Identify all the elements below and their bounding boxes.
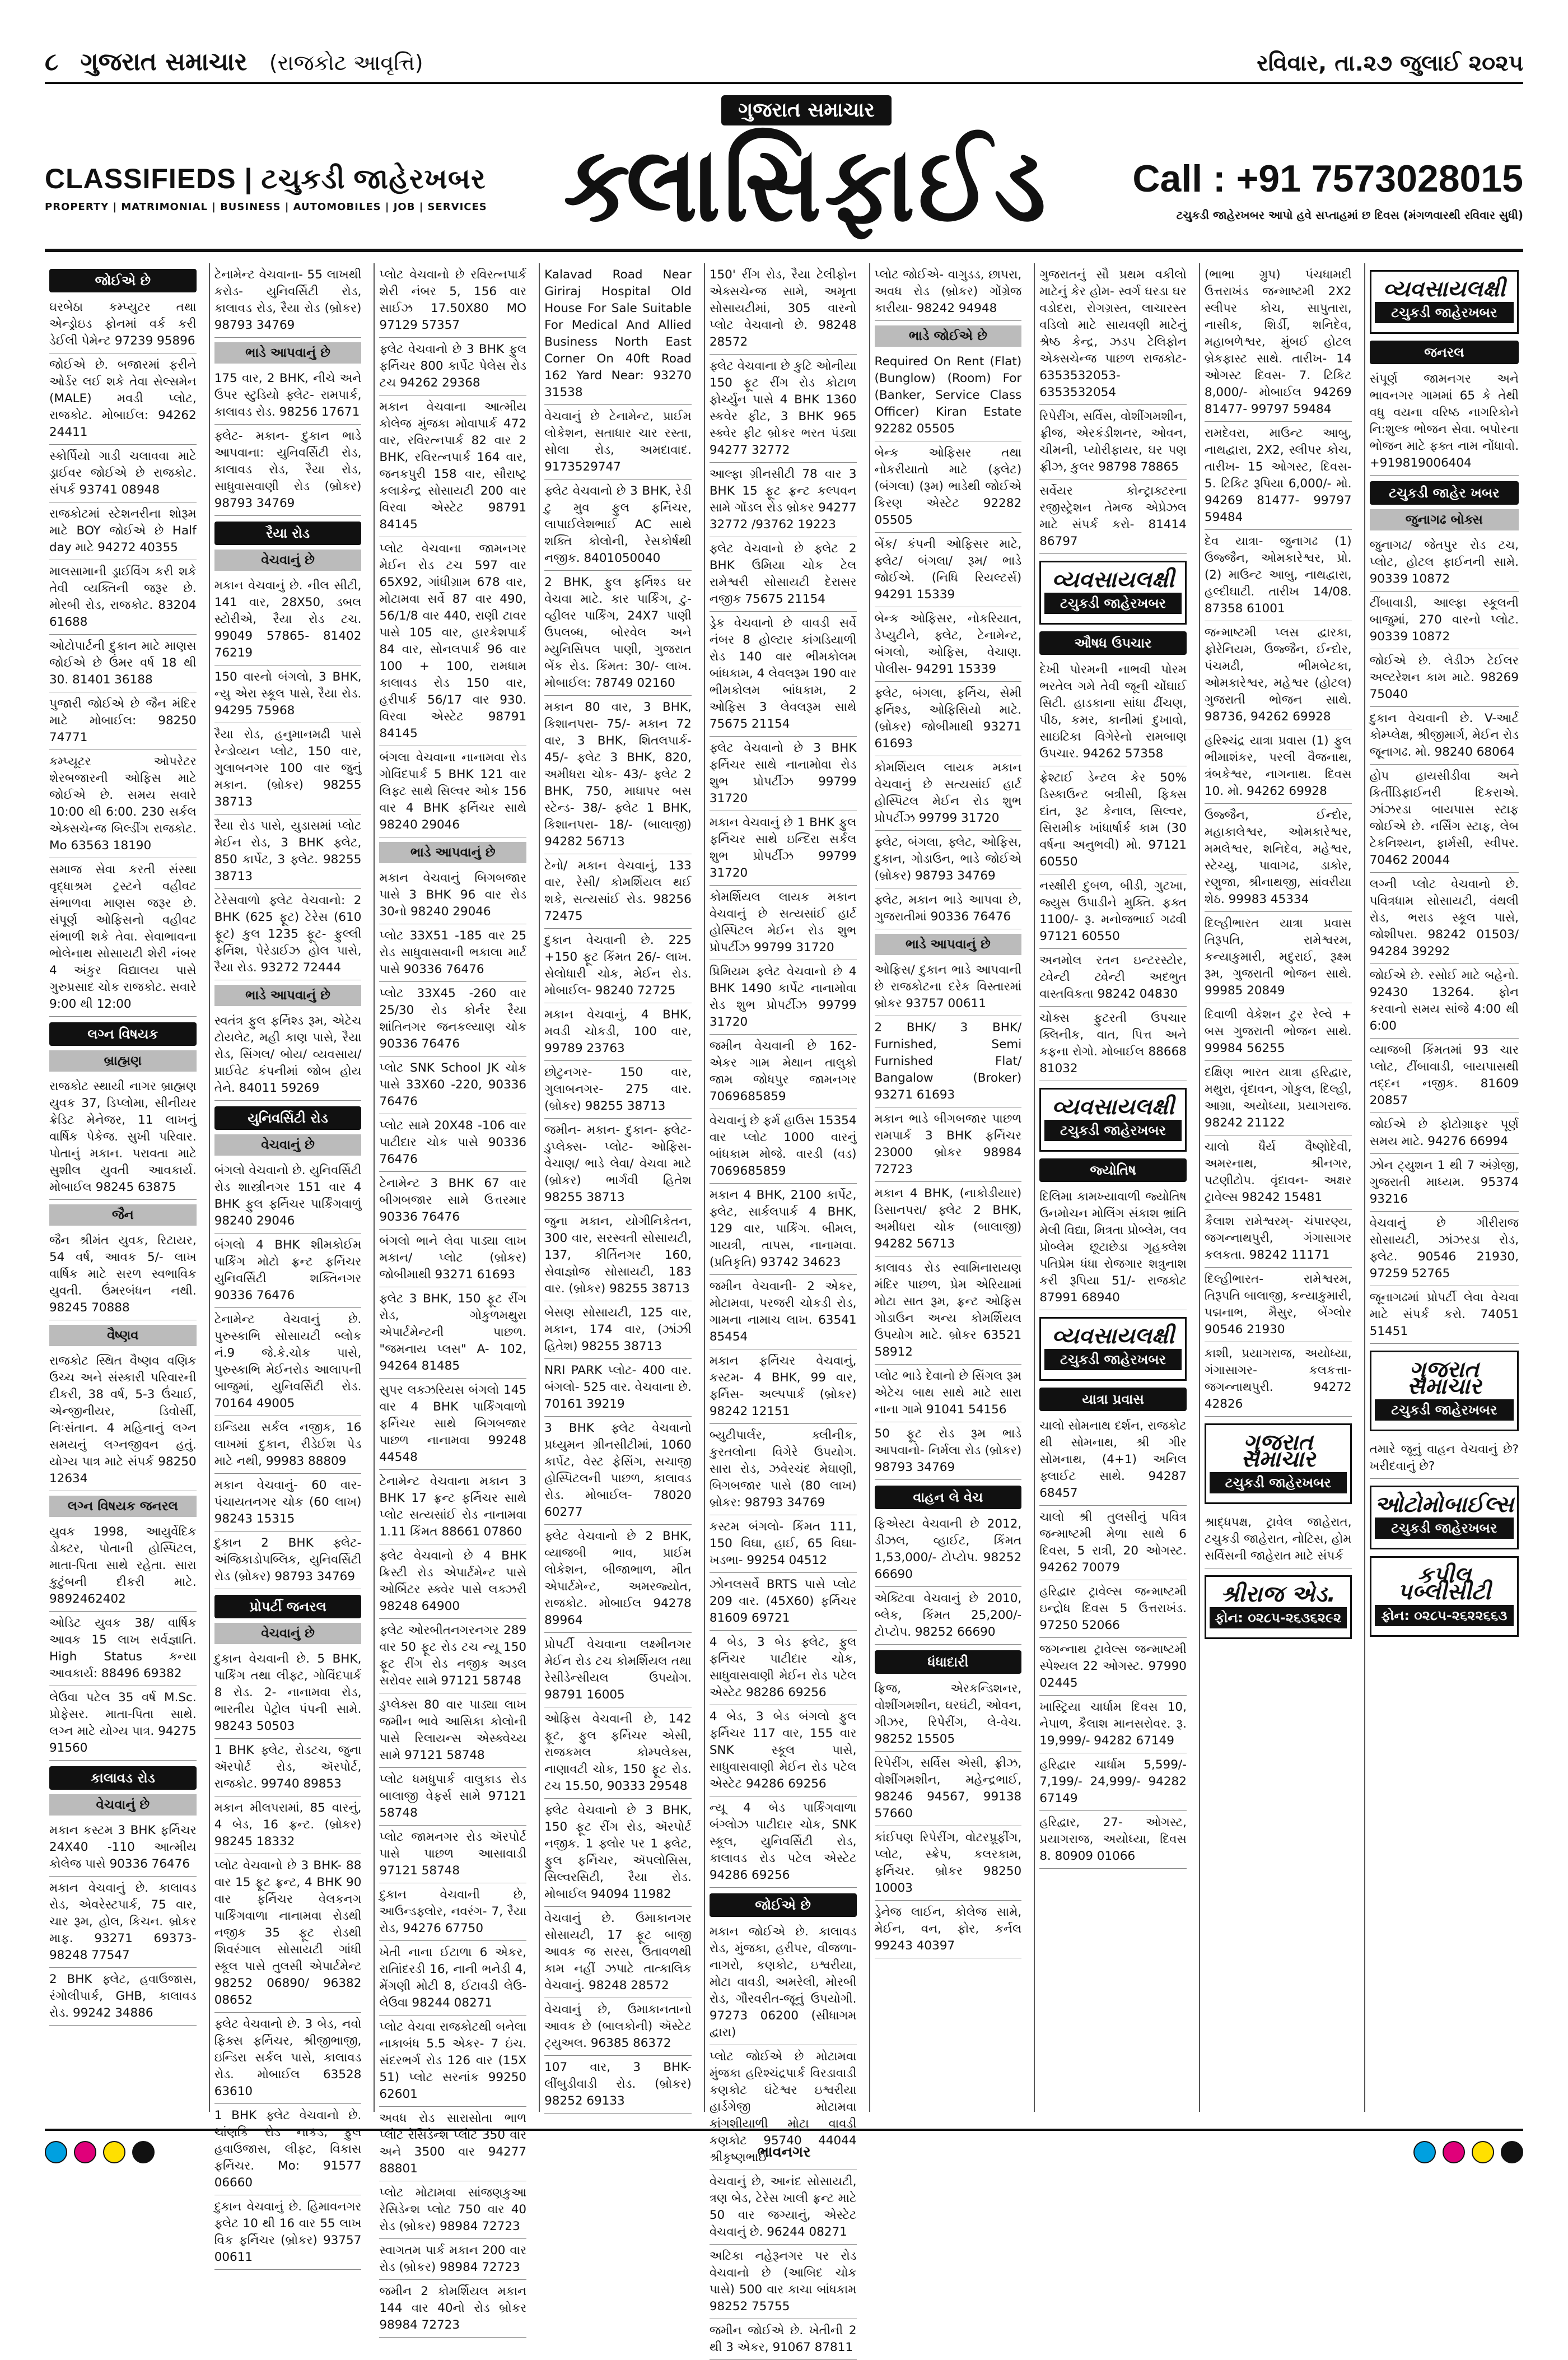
classified-ad: ફ્લેટ વેચવાનો છે 2 BHK, વ્યાજબી ભાવ, પ્રાઈમ લોકેશન, બીજાભાળ, મીત એપાર્ટમેન્ટ, અમરજ્યોત, રાજકોટ. મોબાઈલ 94278 89964 bbox=[544, 1525, 692, 1633]
classified-ad: ફ્લેટ વેચવાનો છે 4 BHK ક્રિસ્ટી રોડ એપાર્ટમેન્ટ પાસે ઓર્બિટર સ્ક્વેર પાસે લક્ઝરી 98248 64900 bbox=[379, 1544, 526, 1619]
display-ad-box bbox=[1370, 1556, 1519, 1637]
classified-ad: ફ્લેટ વેચવાનો છે 3 BHK, 150 ફૂટ રીંગ રોડ, ઍરપોર્ટ નજીક. 1 ફ્લોર પર 1 ફ્લેટ, ફુલ ફર્નિચર, ઍપલોસિસ, સિલ્વરસિટી, રૈયા રોડ. મોબાઈલ 94094 11982 bbox=[544, 1799, 692, 1907]
subsection-heading: ભાડે આપવાનું છે bbox=[214, 342, 362, 364]
classified-ad: 2 BHK, ફુલ ફર્નિશ્ડ ઘર વેચવા માટે. કાર પાર્કિંગ, ટુ-વ્હીલર પાર્કિંગ, 24X7 પાણી ઉપલબ્ધ, બોરવેલ અને મ્યુનિસિપલ પાણી, ગુજરાત બેંક રોડ. કિંમત: 30/- લાખ. મોબાઈલ: 78749 02160 bbox=[544, 571, 692, 696]
display-ad-subtitle: ટચુકડી જાહેરખબર bbox=[1375, 1518, 1514, 1539]
classified-ad: રાજકોટ સ્થાયી નાગર બ્રાહ્મણ યુવક 37, ડિપ્લોમા, સીનીયર ક્રેડિટ મેનેજર, 11 લાખનું વાર્ષિક પેકેજ. સુખી પરિવાર. પોતાનું મકાન. પરાવતા માટે સુશીલ યુવતી આવકાર્ય. મોબાઈલ 98245 63875 bbox=[49, 1075, 197, 1200]
classified-ad: મકાન મીલપરામાં, 85 વારનું, 4 બેડ, 16 ફ્રન્ટ. (બ્રોકર) 98245 18332 bbox=[214, 1796, 362, 1854]
classified-ad: ઘરબેઠા કમ્પ્યુટર તથા એન્ડ્રોઇડ ફોનમાં વર્ક કરી ડેઈલી પેમેન્ટ 97239 95896 bbox=[49, 296, 197, 353]
classified-ad: દુકાન વેચવાની છે. 225 +150 ફૂટ કિંમત 26/- લાખ. સેલોધારી ચોક, મેઈન રોડ. મોબાઈલ- 98240 72725 bbox=[544, 929, 692, 1003]
classified-ad: ઝોનલસર્વે BRTS પાસે પ્લોટ 209 વાર. (45X60) ફર્નિચર 81609 69721 bbox=[710, 1573, 857, 1631]
cyan-dot bbox=[1413, 2141, 1436, 2163]
classified-ad: હરિદ્વાર ટ્રાવેલ્સ જન્માષ્ટમી ઇન્દ્રોધ દિવસ 5 ઉત્તરાખંડ. 97250 52066 bbox=[1039, 1580, 1187, 1638]
black-dot bbox=[132, 2141, 155, 2163]
black-dot bbox=[1501, 2141, 1523, 2163]
classified-ad: સ્કોર્પિયો ગાડી ચલાવવા માટે ડ્રાઈવર જોઈએ છે રાજકોટ. સંપર્ક 93741 08948 bbox=[49, 445, 197, 502]
classified-ad: ન્યૂ 4 બેડ પાર્કિંગવાળા બંગ્લોઝ પાટીદાર ચોક, SNK સ્કૂલ, યુનિવર્સિટી રોડ, કાલાવડ રોડ પટેલ એસ્ટેટ 94286 69256 bbox=[710, 1796, 857, 1888]
section-heading: યુનિવર્સિટી રોડ bbox=[214, 1106, 362, 1130]
classified-ad: જુના મકાન, યોગીનિકેતન, 300 વાર, સરસ્વતી સોસાયટી, 137, કીર્તિનગર 160, સેવાજ્ઞોજ સોસાયટી, 183 વાર. (બ્રોકર) 98255 38713 bbox=[544, 1210, 692, 1301]
yellow-dot bbox=[1472, 2141, 1494, 2163]
subsection-heading: જૈન bbox=[49, 1204, 197, 1226]
classified-ad: વેચવાનું છે ટેનામેન્ટ, પ્રાઈમ લોકેશન, સતાધાર ચાર રસ્તા, સોલા રોડ, અમદાવાદ. 9173529747 bbox=[544, 405, 692, 480]
section-heading: યાત્રા પ્રવાસ bbox=[1039, 1388, 1187, 1411]
classified-ad: ફ્લેટ ઓરબીતનગરનગર 289 વાર 50 ફૂટ રોડ ટચ ન્યૂ 150 ફૂટ રીંગ રોડ નજીક અડલ સરોવર સામે 97121 58748 bbox=[379, 1619, 526, 1693]
display-ad-subtitle: ફોન: ૦૨૮૫-૨૬૨૨૬૬૩ bbox=[1375, 1605, 1514, 1626]
classified-ad: દિલ્હીભારત યાત્રા પ્રવાસ તિરૂપતિ, રામેશ્વરમ, કન્યાકુમારી, મદુરાઈ, રૂક્ષ્મ રૂમ, ગુજરાતી ભોજન સાથે. 99985 20849 bbox=[1205, 912, 1352, 1003]
classified-ad: દુકાન વેચવાની છે. 5 BHK, પાર્કિંગ તથા લીફ્ટ, ગોવિંદપાર્ક 8 રોડ. 2- નાનામવા રોડ, ભારતીય પેટ્રોલ પંપની સામે. 98243 50503 bbox=[214, 1647, 362, 1739]
display-ad-box bbox=[1039, 1317, 1187, 1381]
classified-ad: રાજકોટમાં સ્ટેશનરીના શોરૂમ માટે BOY જોઈએ છે Half day માટે 94272 40355 bbox=[49, 502, 197, 560]
classified-ad: 50 ફૂટ રોડ રૂમ ભાડે આપવાનો- નિર્મલા રોડ (બ્રોકર) 98793 34769 bbox=[875, 1422, 1022, 1480]
classified-ad: અવધ રોડ સારાસોતા ભાળ પ્લોટ રેસિડેન્શ પ્લોટ 350 વાર અને 3500 વાર 94277 88801 bbox=[379, 2107, 526, 2181]
classified-ad: ફ્લેટ વેચવાના છે કુટિ ઓનીયા 150 ફૂટ રીંગ રોડ કોટાળ ફોર્ચ્યુન પાસે 4 BHK 1360 સ્કવેર ફીટ, 3 BHK 965 સ્ક્વેર ફીટ બ્રોકર ભરત પંડ્યા 94277 32772 bbox=[710, 355, 857, 463]
classified-column bbox=[869, 263, 1026, 2112]
classified-ad: ઓફિસ/ દુકાન ભાડે આપવાની છે રાજકોટના દરેક વિસ્તારમાં બ્રોકર 93757 00611 bbox=[875, 958, 1022, 1016]
classified-ad: 107 વાર, 3 BHK- લીંબુડીવાડી રોડ. (બ્રોકર) 98252 69133 bbox=[544, 2056, 692, 2114]
classified-ad: રાજકોટ સ્થિત વૈષ્ણવ વણિક ઉચ્ચ અને સંસ્કારી પરિવારની દીકરી, 38 વર્ષ, 5-3 ઉંચાઈ, એન્જીનીયર, ડિવોર્સી, નિઃસંતાન. 4 મહિનાનું લગ્ન સમયનું લગ્નજીવન હતું. યોગ્ય પાત્ર માટે સંપર્ક 98250 12634 bbox=[49, 1349, 197, 1491]
classified-ad: કોમર્શિયલ લાયક મકાન વેચવાનું છે સત્યસાંઈ હાર્ટ હોસ્પિટલ મેઈન રોડ શુભ પ્રોપર્ટીઝ 99799 31720 bbox=[875, 756, 1022, 831]
edition-label bbox=[45, 48, 423, 76]
classified-ad: બેસણ સોસાયટી, 125 વાર, મકાન, 174 વાર, (ઝાંઝી હિતેશ) 98255 38713 bbox=[544, 1301, 692, 1359]
classified-ad: બંગલો ભાને લેવા પાડ્યા લાખ મકાન/ પ્લોટ (બ્રોકર) જોબીમાથી 93271 61693 bbox=[379, 1230, 526, 1287]
classified-ad: ટીંબાવાડી, આલ્ફા સ્કૂલની બાજુમાં, 270 વારનો પ્લોટ. 90339 10872 bbox=[1370, 592, 1519, 649]
classified-ad: દેખી પોરમની નાભવી પોરમ ભરતેલ ગમે તેવી જૂની ચોંઘાઈ સિટી. હાડકાના સાંધા ઢીંચણ, પીઠ, કમર, કાનીમાં દુખાવો, સાઇટિકા વિગેરેનો રામબાણ ઉપચાર. 94262 57358 bbox=[1039, 658, 1187, 766]
classified-ad: 1 BHK ફ્લેટ, રોડટચ, જુના ઍરપોર્ટ રોડ, ઍરપોર્ટ, રાજકોટ. 99740 89853 bbox=[214, 1739, 362, 1796]
classified-ad: ફ્રેશ્ટાઈ ડેન્ટલ કેર 50% ડિસ્કાઉન્ટ બત્રીસી, ફિક્સ દાંત, રૂટ કેનાલ, સિલ્વર, સિરામીક ખાંધાર્ષાર્ક કામ (30 વર્ષના અનુભવી) મો. 97121 60550 bbox=[1039, 766, 1187, 874]
classified-ad: મકાન 4 BHK, 2100 કાર્પેટ, ફ્લેટ, સાર્કલપાર્ક 4 BHK, 129 વાર, પાર્કિંગ. બીમલ, ગાયત્રી, તાપસ, નાનામવા. (પ્રતિકૃતિ) 93742 34623 bbox=[710, 1184, 857, 1275]
section-heading: વાહન લે વેચ bbox=[875, 1486, 1022, 1509]
classified-ad: ફ્રિજ, એરકન્ડિશનર, વોશીંગમશીન, ઘરઘંટી, ઓવન, ગીઝર, રિપેરીંગ, લે-વેચ. 98252 15505 bbox=[875, 1677, 1022, 1752]
classified-ad: મકાન વેચવાનું છે. નીલ સીટી, 141 વાર, 28X50, ડબલ સ્ટોરીએ, રૈયા રોડ ટચ. 99049 57865- 81402 76219 bbox=[214, 574, 362, 665]
classified-ad: ડ્રેનેજ લાઈન, કોલેજ સામે, મેઈન, વન, ફોર, કર્નલ 99243 40397 bbox=[875, 1901, 1022, 1958]
classified-ad: ફ્લેટ વેચવાનો છે 3 BHK, રેડી ટુ મુવ ફુલ ફર્નિચર, લાપાઈલેશભાઈ AC સાથે શક્તિ કોલોની, રેસકોર્ષથી નજીક. 8401050040 bbox=[544, 480, 692, 571]
classified-ad: મકાન વેચવાનું, 4 BHK, મવડી ચોકડી, 100 વાર, 99789 23763 bbox=[544, 1003, 692, 1061]
classifieds-label-block: CLASSIFIEDS | ટચુકડી જાહેરખબર PROPERTY | MATRIMONIAL | BUSINESS | AUTOMOBILES | JOB | SERVICES bbox=[45, 162, 526, 213]
classified-ad: સર્વેયર કોન્ટ્રાક્ટરના રજીસ્ટ્રેશન તેમજ એપ્રેઝલ માટે સંપર્ક કરો- 81414 86797 bbox=[1039, 480, 1187, 554]
color-registration-marks-right bbox=[1413, 2141, 1523, 2163]
classified-ad: ટેરેસવાળો ફ્લેટ વેચવાનો: 2 BHK (625 ફૂટ) ટેરેસ (610 ફૂટ) કુલ 1235 ફૂટ- ફુલ્લી ફર્નિશ, પેરેડાઈઝ હોલ પાસે, રૈયા રોડ. 93272 72444 bbox=[214, 889, 362, 980]
subsection-heading: વેચવાનું છે bbox=[214, 1623, 362, 1644]
classified-ad: રૈયા રોડ પાસે, યુડાસમાં પ્લોટ મેઈન રોડ, 3 BHK ફ્લેટ, 850 કાર્પેટ, 3 ફ્લેટ. 98255 38713 bbox=[214, 814, 362, 889]
classified-ad: પ્લોટ ભાડે દેવાનો છે સિંગલ રૂમ એટેચ બાથ સાથે માટે સારા નાના ગામે 91041 54156 bbox=[875, 1365, 1022, 1422]
classified-ad: ટેનામેન્ટ વેચવાના મકાન 3 BHK 17 ફ્રન્ટ ફર્નિચર સાથે પ્લોટ સત્યસાંઈ રોડ નાનામવા 1.11 કિંમત 88661 07860 bbox=[379, 1470, 526, 1544]
classified-column bbox=[1034, 263, 1191, 2112]
classified-ad: બેન્ક ઓફિસર તથા નોકરીયાતો માટે (ફ્લેટ) (બંગલા) (રૂમ) ભાડેથી જોઈએ કિરણ એસ્ટેટ 92282 05505 bbox=[875, 441, 1022, 533]
classified-ad: ચોક્સ ફુટરતી ઉપચાર ક્લિનીક, વાત, પિત્ત અને કફના રોગો. મોબાઈલ 88668 81032 bbox=[1039, 1007, 1187, 1081]
display-ad-box bbox=[1370, 270, 1519, 334]
classified-ad: જૈન શ્રીમંત યુવક, રિટાયર, 54 વર્ષ, આવક 5/- લાખ વાર્ષિક માટે સરળ સ્વભાવિક યુવતી. ઉંમરબંધન નથી. 98245 70888 bbox=[49, 1229, 197, 1320]
classified-ad: દુકાન 2 BHK ફ્લેટ- અંજિકાડોપબ્લિક, યુનિવર્સિટી રોડ (બ્રોકર) 98793 34769 bbox=[214, 1532, 362, 1589]
classified-ad: શ્રાદ્ધપક્ષ, ટ્રાવેલ જાહેરાત, ટચુકડી જાહેરાત, નોટિસ, હોમ સર્વિસની જાહેરાત માટે સંપર્ક bbox=[1205, 1511, 1352, 1568]
classified-ad: ટેનો/ મકાન વેચવાનું, 133 વાર, રેસી/ કોમર્શિયલ થઈ શકે, સત્યસાંઈ રોડ. 98256 72475 bbox=[544, 854, 692, 929]
classified-ad: વેચવાનું છે ફર્મ હાઉસ 15354 વાર પ્લોટ 1000 વારનું બાંધકામ મોજે. વારડી (વડ) 7069685859 bbox=[710, 1109, 857, 1184]
classified-ad: (ભાભા ગ્રુપ) પંચધામદી ઉત્તરાખંડ જન્માષ્ટમી 2X2 સ્લીપર કોચ, સાપુતારા, નાસીક, શિર્ડી, શનિદેવ, મહાબળેશ્વર, મુંબઈ હોટલ બ્રેકફાસ્ટ સાથે. તારીખ- 14 ઓગસ્ટ દિવસ- 7. ટિકિટ 8,000/- મોબાઈલ 94269 81477- 99797 59484 bbox=[1205, 263, 1352, 422]
display-ad-box bbox=[1039, 1088, 1187, 1152]
classified-column bbox=[45, 263, 201, 2112]
classified-ad: કાલાવડ રોડ સ્વામિનારાયણ મંદિર પાછળ, પ્રેમ એરિયામાં મોટા સાત રૂમ, ફ્રન્ટ ઓફિસ ગોડાઉન અન્ય કોમર્શિયલ ઉપયોગ માટે. બ્રોકર 63521 58912 bbox=[875, 1256, 1022, 1365]
classified-ad: દિલિમા કામખ્યાવાળી જ્યોતિષ ઉનમોચન મોલિંગ સંકાશ ભ્રાંતિ મેલી વિદ્યા, મિત્રતા પ્રોબ્લેમ, લવ પ્રોબ્લેમ છૂટાછેડા ગૃહક્લેશ પતિપ્રેમ ધંધા રોજગાર શત્રુનાશ કરી રૂપિયા 51/- રાજકોટ 87991 68940 bbox=[1039, 1185, 1187, 1310]
display-ad-box bbox=[1370, 1486, 1519, 1549]
classified-ad: હરિદ્વાર ચાર્ધામ 5,599/- 7,199/- 24,999/- 94282 67149 bbox=[1039, 1753, 1187, 1811]
classified-ad: ચાલો ધૈર્ય વૈષ્ણોદેવી, અમરનાથ, શ્રીનગર, પટણીટોપ. વૃંદાવન- અક્ષર ટ્રાવેલ્સ 98242 15481 bbox=[1205, 1135, 1352, 1210]
classified-ad: બેંક/ કંપની ઓફિસર માટે, ફ્લેટ/ બંગલા/ રૂમ/ ભાડે જોઈએ. (નિધિ રિયલ્ટર્સ) 94291 15339 bbox=[875, 533, 1022, 607]
classified-ad: સ્વતંત્ર ફુલ ફર્નિશ્ડ રૂમ, એટેચ ટોયલેટ, મહી કાણ પાસે, રૈયા રોડ, સિંગલ/ બોય/ વ્યવસાય/ પ્રાઈવેટ કંપનીમાં જોબ હોય તેને. 84011 59269 bbox=[214, 1009, 362, 1101]
classified-ad: ડ્રેક વેચવાનો છે વાવડી સર્વે નંબર 8 હોલ્ટાર કાંગડિયાળી રોડ 140 વાર ભીમકોલમ બાંધકામ, 4 લેવલરૂમ 190 વાર ભીમકોલમ બાંધકામ, 2 ઓફિસ 3 લેવલરૂમ સાથે 75675 21154 bbox=[710, 612, 857, 737]
classified-ad: કોમર્શિયલ લાયક મકાન વેચવાનું છે સત્યસાંઈ હાર્ટ હોસ્પિટલ મેઈન રોડ શુભ પ્રોપર્ટીઝ 99799 31720 bbox=[710, 886, 857, 960]
classified-ad: નસ્ક્ષીરી દુબળ, બીડી, ગુટખા, જ્યુસ ઉપાડીને મુક્તિ. ફક્ત 1100/- રૂ. મનોજભાઈ ગઢવી 97121 60550 bbox=[1039, 874, 1187, 949]
section-heading: લગ્ન વિષયક bbox=[49, 1022, 197, 1046]
classified-ad: હોપ હાયસીડીવા અને કિર્તીડિફાઈનરી દિકરાએ. ઝાંઝરડા બાયપાસ સ્ટાફ જોઈએ છે. નર્સિંગ સ્ટાફ, લેબ ટેકનિશ્યન, ફાર્મસી, સ્વીપર. 70462 20044 bbox=[1370, 765, 1519, 873]
display-ad-subtitle: ટચુકડી જાહેરખબર bbox=[1044, 1349, 1182, 1370]
classified-ad: ઓડિટ યુવક 38/ વાર્ષિક આવક 15 લાખ સર્વજ્ઞાતિ. High Status કન્યા આવકાર્ય: 88496 69382 bbox=[49, 1612, 197, 1686]
classified-ad: ફ્લેટ, બંગલા, ફર્નિચ, સેમી ફર્નિશ્ડ, ઓફિસિયો માટે. (બ્રોકર) જોબીમાથી 93271 61693 bbox=[875, 682, 1022, 756]
classified-ad: પ્લોટ ધમધુપાર્ક વાલુકાડ રોડ બાલાજી વેફર્સ સામે 97121 58748 bbox=[379, 1768, 526, 1826]
classified-ad: કમ્પ્યૂટર ઓપરેટર શેરબજારની ઓફિસ માટે જોઈએ છે. સમય સવારે 10:00 થી 6:00. 230 સર્કલ એક્સચેન્જ બિલ્ડીંગ રાજકોટ. Mo 63563 18190 bbox=[49, 750, 197, 858]
classified-ad: ચાલો શ્રી તુલસીનું પવિત્ર જન્માષ્ટમી મેળા સાથે 6 દિવસ, 5 રાત્રી, 20 ઓગસ્ટ. 94262 70079 bbox=[1039, 1506, 1187, 1580]
classified-ad: વેચવાનું છે ગીરીરાજ સોસાયટી, ઝાંઝરડા રોડ, ફ્લેટ. 90546 21930, 97259 52765 bbox=[1370, 1212, 1519, 1286]
classified-ad: મકાન વેચવાના આત્મીય કોલેજ મુંજકા મોવાપાર્ક 472 વાર, રવિરત્નપાર્ક 82 વાર 2 BHK, રવિરત્નપાર્ક 164 વાર, જનકપુરી 158 વાર, સૌરાષ્ટ્ર કલાકેન્દ્ર સોસાયટી 200 વાર વિરવા એસ્ટેટ 98791 84145 bbox=[379, 395, 526, 537]
classified-ad: જોઈએ છે. લેડીઝ ટેઈલર અલ્ટરેશન કામ માટે. 98269 75040 bbox=[1370, 649, 1519, 707]
subsection-heading: વેચવાનું છે bbox=[49, 1794, 197, 1816]
edition-name: (રાજકોટ આવૃત્તિ) bbox=[269, 50, 423, 75]
classified-ad: ઓફિસ વેચવાની છે, 142 ફૂટ, ફુલ ફર્નિચર એસી, રાજકમલ કોમ્પલેક્સ, નાણાવટી ચોક, 150 ફૂટ રોડ. ટચ 15.50, 90333 29548 bbox=[544, 1707, 692, 1799]
classified-ad: હરિશ્ચંદ્ર યાત્રા પ્રવાસ (1) ફુલ ભીમાશંકર, પરલી વૈજનાથ, ત્રંબકેશ્વર, નાગનાથ. દિવસ 10. મો. 94262 69928 bbox=[1205, 729, 1352, 804]
classified-ad: ચાલો સોમનાથ દર્શન, રાજકોટ થી સોમનાથ, શ્રી ગીર સોમનાથ, (4+1) અનિલ ફ્લાઈટ સાથે. 94287 68457 bbox=[1039, 1414, 1187, 1506]
magenta-dot bbox=[1443, 2141, 1465, 2163]
classified-ad: વેચવાનું છે. ઉમાકાનગર સોસાયટી, 17 ફૂટ બાજી આવક જ સરસ, ઉતાવળથી કામ નહીં ઝપાટે તાત્કાલિક વેચવાનું. 98248 28572 bbox=[544, 1907, 692, 1998]
classified-ad: માલસામાની ડ્રાઈવિંગ કરી શકે તેવી વ્યક્તિની જરૂર છે. મોરબી રોડ, રાજકોટ. 83204 61688 bbox=[49, 560, 197, 635]
classified-ad: કૈલાશ રામેશ્વરમ્- ચંપારણ્ય, જગન્નાથપુરી, ગંગાસાગર કલકતા. 98242 11171 bbox=[1205, 1210, 1352, 1268]
classified-ad: ખેતી નાના ઈટાળા 6 એકર, રાતાિંદરડી 16, નાની ભનેડી 4, મેંગણી મોટી 8, ઈટાવડી લેઉ- લેઉવા 98244 08271 bbox=[379, 1941, 526, 2015]
classified-ad: પ્લોટ 33X51 -185 વાર 25 રોડ સાધુવાસવાની ભકાલા માર્ટ પાસે 90336 76476 bbox=[379, 924, 526, 982]
subsection-heading: વૈષ્ણવ bbox=[49, 1325, 197, 1346]
section-heading: જનરલ bbox=[1370, 341, 1519, 364]
classified-ad: ઇન્ડિયા સર્કલ નજીક, 16 લાખમાં દુકાન, રીડેઈશ પેડ માટે નથી, 99983 88809 bbox=[214, 1416, 362, 1474]
display-ad-subtitle: ટચુકડી જાહેરખબર bbox=[1044, 1120, 1182, 1141]
classified-ad: પ્લોટ જોઈએ છે મોટામવા મુંજકા હરિશ્ચંદ્રપાર્ક વિરડાવાડી કણકોટ ઘંટેશ્વર ઇશ્વરીયા હાર્ડગેજી મોટામવા કાંગશીયાળી મોટા વાવડી કણકોટ 95740 44044 શ્રીકૃષ્ણભાઈ bbox=[710, 2045, 857, 2170]
classified-ad: ગુજરાતનું સૌ પ્રથમ વકીલો માટેનું કેર હોમ- સ્વર્ગ ઘરડા ઘર વડોદરા, રોગગ્રસ્ત, લાચારસ્ત વડિલો માટે સાયવણી માટેનું શ્રેષ્ઠ કેન્દ્ર, ઝડપ ટેલિફોન એક્સચેન્જ પાછળ રાજકોટ- 6353532053- 6353532054 bbox=[1039, 263, 1187, 405]
classified-ad: હરિદ્વાર, 27- ઓગસ્ટ, પ્રયાગરાજ, અયોધ્યા, દિવસ 8. 80909 01066 bbox=[1039, 1811, 1187, 1869]
classified-ad: જમીન- મકાન- દુકાન- ફ્લેટ- ડુપ્લેક્સ- પ્લોટ- ઓફિસ- વેચાણ/ ભાડે લેવા/ વેચવા માટે (બ્રોકર) ભાર્ગવી હિતેશ 98255 38713 bbox=[544, 1119, 692, 1210]
display-ad-title: વ્યવસાયલક્ષી bbox=[1052, 1094, 1174, 1120]
classified-ad: ફ્લેટ વેચવાનો છે. 3 બેડ, નવો ફિક્સ ફર્નિચર, શ્રીજીભાજી, ઇન્ડિરા સર્કલ પાસે, કાલાવડ રોડ. મોબાઈલ 63528 63610 bbox=[214, 2013, 362, 2104]
classified-ad: 175 વાર, 2 BHK, નીચે અને ઉપર સ્ટુડિયો ફ્લેટ- રામપાર્ક, કાલાવડ રોડ. 98256 17671 bbox=[214, 367, 362, 425]
display-ad-subtitle: ટચુકડી જાહેરખબર bbox=[1044, 593, 1182, 614]
display-ad-title: શ્રીરાજ એડ. bbox=[1220, 1581, 1336, 1607]
classified-ad: કાશી, પ્રયાગરાજ, અયોધ્યા, ગંગાસાગર- કલકત્તા- જગન્નાથપુરી. 94272 42826 bbox=[1205, 1342, 1352, 1417]
classified-ad: વેચવાનું છે, આનંદ સોસાયટી, ત્રણ બેડ, ટેરેસ ખાલી ફ્રન્ટ માટે 50 વાર જગ્યાનું, એસ્ટેટ વેચવાનું છે. 96244 08271 bbox=[710, 2170, 857, 2245]
classified-ad: મકાન ભાડે બીગબજાર પાછળ રામપાર્ક 3 BHK ફર્નિચર 23000 બ્રોકર 98984 72723 bbox=[875, 1107, 1022, 1182]
classified-ad: રિપેરીંગ, સર્વિસ એસી, ફ્રીઝ, વોશીંગમશીન, મહેન્દ્રભાઈ, 98246 94567, 99138 57660 bbox=[875, 1752, 1022, 1826]
classified-ad: મકાન ફર્નિચર વેચવાનું, કસ્ટમ- 4 BHK, 99 વાર, ફર્નિસ- અલ્પપાર્ક (બ્રોકર) 98242 12151 bbox=[710, 1349, 857, 1424]
section-heading: જોઈએ છે bbox=[49, 269, 197, 292]
classified-ad: ડુપ્લેક્સ 80 વાર પાડ્યા લાખ જમીન ભાવે આસિકા કોલોની પાસે રિલાયન્સ એસ્ક્વેચ્ય સામે 97121 58748 bbox=[379, 1693, 526, 1768]
classified-ad: મકાન વેચવાનું બિગબજાર પાસે 3 BHK 96 વાર રોડ 30નો 98240 29046 bbox=[379, 867, 526, 924]
classified-ad: બેન્ક ઓફિસર, નોકરિયાત, ડેપ્યુટીને, ફ્લેટ, ટેનામેન્ટ, બંગલો, ઓફિસ, વેચાણ. પોલીસ- 94291 15339 bbox=[875, 607, 1022, 682]
classified-ad: કાંઈપણ રિપેરીંગ, વોટરપ્રૂફીંગ, પ્લોટ, સ્ક્રેપ, કલરકામ, ફર્નિચર. બ્રોકર 98250 10003 bbox=[875, 1826, 1022, 1901]
classified-ad: જોઈએ છે. બજારમાં ફરીને ઓર્ડર લઈ શકે તેવા સેલ્સમેન (MALE) મવડી પ્લોટ, રાજકોટ. મોબાઈલ: 94262 24411 bbox=[49, 353, 197, 445]
classified-ad: ઝોન ટ્યુશન 1 થી 7 અંગ્રેજી, ગુજરાતી માધ્યમ. 95374 93216 bbox=[1370, 1154, 1519, 1212]
classified-ad: સ્વાગતમ પાર્ક મકાન 200 વાર રોડ (બ્રોકર) 98984 72723 bbox=[379, 2239, 526, 2280]
classified-ad: ટેનામેન્ટ 3 BHK 67 વાર બીગબજાર સામે ઉત્તરમાર 90336 76476 bbox=[379, 1172, 526, 1230]
classified-ad: મકાન વેચવાનું છે. કાલાવડ રોડ, એવરેસ્ટપાર્ક, 75 વાર, ચાર રૂમ, હોલ, કિચન. બ્રોકર માફ. 93271 69373- 98248 77547 bbox=[49, 1877, 197, 1968]
display-ad-title: ઓટોમોબાઈલ્સ bbox=[1374, 1492, 1514, 1518]
classifieds-en: CLASSIFIEDS bbox=[45, 163, 236, 194]
classified-ad: જમીન વેચવાની છે 162- એકર ગામ મેથાન તાલુકો જામ જોધપુર જામનગર 7069685859 bbox=[710, 1035, 857, 1109]
classified-ad: દુકાન વેચવાનું છે. હિમાવનગર ફ્લેટ 10 થી 16 વાર 55 લાખ વિક ફર્નિચર (બ્રોકર) 93757 00611 bbox=[214, 2195, 362, 2270]
classified-ad: પ્લોટ વેચવાનો છે 3 BHK- 88 વાર 15 ફૂટ ફ્રન્ટ, 4 BHK 90 વાર ફર્નિચર વેલકનગ પાર્કિંગવાળા નાનામવા રોડથી નજીક 35 ફૂટ રોડથી શિવરંગાલ સોસાયટી ગાંધી સ્કૂલ પાસે તુલસી એપાર્ટમેન્ટ 98252 06890/ 96382 08652 bbox=[214, 1854, 362, 2013]
classified-ad: દુકાન વેચવાની છે. V-આર્ટ કોમ્પ્લેક્ષ, શ્રીજીમાર્ગ, મેઈન રોડ જૂનાગઢ. મો. 98240 68064 bbox=[1370, 707, 1519, 765]
classified-ad: રામદેવરા, માઉન્ટ આબુ, નાથદ્વારા, 2X2, સ્લીપર કોચ, તારીખ- 15 ઓગસ્ટ, દિવસ- 5. ટિકિટ રૂપિયા 6,000/- મો. 94269 81477- 99797 59484 bbox=[1205, 422, 1352, 530]
classified-ad: ફ્લેટ વેચવાનો છે 3 BHK ફુલ ફર્નિચર 800 કાર્પેટ પેલેસ રોડ ટચ 94262 29368 bbox=[379, 338, 526, 395]
display-ad-title: ગુજરાત સમાચાર bbox=[1240, 1430, 1315, 1472]
section-heading: કાલાવડ રોડ bbox=[49, 1766, 197, 1790]
display-ad-box bbox=[1205, 1423, 1352, 1504]
classified-ad: પુજારી જોઈએ છે જૈન મંદિર માટે મોબાઈલ: 98250 74771 bbox=[49, 692, 197, 750]
classified-ad: બ્યુટીપાર્લર, ક્લીનીક, કુરતલોના વિગેરે ઉપયોગ. સારા રોડ, ઝવેરચંદ મેઘાણી, બિગબજાર પાસે (80 લાખ) બ્રોકર: 98793 34769 bbox=[710, 1424, 857, 1515]
display-ad-box bbox=[1370, 1351, 1519, 1431]
classified-ad: અનમોલ રતન ઇન્ટરસ્ટોર, ટ્વેન્ટી ટ્વેન્ટી અદભુત વાસ્તવિકતા 98242 04830 bbox=[1039, 949, 1187, 1007]
section-heading: જ્યોતિષ bbox=[1039, 1158, 1187, 1182]
section-heading: પ્રોપર્ટી જનરલ bbox=[214, 1595, 362, 1618]
contact-block bbox=[1075, 157, 1523, 222]
display-ad-subtitle: ફોન: ૦૨૮૫-૨૬૩૬૨૯૨ bbox=[1210, 1607, 1347, 1628]
classified-columns bbox=[45, 263, 1523, 2354]
subsection-heading: વેચવાનું છે bbox=[214, 1134, 362, 1156]
classified-ad: પ્લોટ સામે 20X48 -106 વાર પાટીદાર ચોક પાસે 90336 76476 bbox=[379, 1114, 526, 1172]
top-bar bbox=[45, 34, 1523, 84]
display-ad-title: વ્યવસાયલક્ષી bbox=[1052, 567, 1174, 593]
classified-ad: ઉજ્જૈન, ઈન્દોર, મહાકાલેશ્વર, ઓમકારેશ્વર, મમલેશ્વર, શનિદેવ, મહેશ્વર, સ્ટેચ્યુ, પાવાગઢ, ડાકોર, રણુજા, શ્રીનાથજી, સાંવરીયા શેઠ. 99983 45334 bbox=[1205, 804, 1352, 912]
issue-date: રવિવાર, તા.૨૭ જુલાઈ ૨૦૨૫ bbox=[1257, 50, 1523, 76]
classified-ad: પ્લોટ વેચવાનો છે રવિરત્નપાર્ક શેરી નંબર 5, 156 વાર સાઈઝ 17.50X80 MO 97129 57357 bbox=[379, 263, 526, 338]
classified-ad: સંપૂર્ણ જામનગર અને ભાવનગર ગામમાં 65 કે તેથી વધુ વયના વરિષ્ઠ નાગરિકોને નિ:શુલ્ક ભોજન સેવા. બપોરના ભોજન માટે ફક્ત નામ નોંધાવો. +919819006404 bbox=[1370, 367, 1519, 476]
classified-ad: ફ્લેટ વેચવાનો છે ફ્લેટ 2 BHK ઉમિયા ચોક ટેલ રામેશ્વરી સોસાયટી દેરાસર નજીક 75675 21154 bbox=[710, 537, 857, 612]
call-number: Call : +91 7573028015 bbox=[1132, 157, 1523, 200]
classified-ad: કસ્ટમ બંગલો- કિંમત 111, 150 વિઘા, હાઈ, 65 વિઘા- ખડભા- 99254 04512 bbox=[710, 1515, 857, 1573]
subsection-heading: ભાડે આપવાનું છે bbox=[379, 842, 526, 863]
classified-ad: પ્લોટ મોટામવા સાંજણકુઆ રેસિડેન્શ પ્લોટ 750 વાર 40 રોડ (બ્રોકર) 98984 72723 bbox=[379, 2181, 526, 2239]
display-ad-subtitle: ટચુકડી જાહેરખબર bbox=[1210, 1472, 1347, 1493]
classified-ad: 150' રીંગ રોડ, રૈયા ટેલીફોન એક્સચેન્જ સામે, અમૃતા સોસાયટીમાં, 305 વારનો પ્લોટ વેચવાનો છે. 98248 28572 bbox=[710, 263, 857, 355]
classified-ad: સમાજ સેવા કરતી સંસ્થા વૃદ્ધાશ્રમ ટ્રસ્ટને વહીવટ સંભાળવા માણસ જરૂર છે. સંપૂર્ણ ઓફિસનો વહીવટ સંભાળી શકે તેવા. સેવાભાવના ભોલેનાથ સોસાયટી શેરી નંબર 4 અંકુર વિદ્યાલય પાસે ગુરુપ્રસાદ ચોક રાજકોટ. સવારે 9:00 થી 12:00 bbox=[49, 858, 197, 1017]
classified-ad: બંગલો વેચવાનો છે. યુનિવર્સિટી રોડ શાસ્ત્રીનગર 151 વાર 4 BHK ફુલ ફર્નિચર પાર્કિંગવાળું 98240 29046 bbox=[214, 1159, 362, 1233]
classified-ad: ફ્લેટ, મકાન ભાડે આપવા છે, ગુજરાતીમાં 90336 76476 bbox=[875, 888, 1022, 929]
classified-ad: જમીન 2 કોમર્શિયલ મકાન 144 વાર 40નો રોડ બ્રોકર 98984 72723 bbox=[379, 2280, 526, 2338]
classified-ad: દક્ષિણ ભારત યાત્રા હરિદ્વાર, મથુરા, વૃંદાવન, ગોકુલ, દિલ્હી, આગ્રા, અયોધ્યા, પ્રયાગરાજ. 98242 21122 bbox=[1205, 1061, 1352, 1135]
classified-ad: લેઉવા પટેલ 35 વર્ષ M.Sc. પ્રોફેસર. માતા-પિતા સાથે. લગ્ન માટે યોગ્ય પાત્ર. 94275 91560 bbox=[49, 1686, 197, 1761]
classified-ad: પ્રિમિયમ ફ્લેટ વેચવાનો છે 4 BHK 1490 કાર્પેટ નાનામોવા રોડ શુભ પ્રોપર્ટીઝ 99799 31720 bbox=[710, 960, 857, 1035]
section-heading: ધંધાદારી bbox=[875, 1650, 1022, 1674]
classified-column bbox=[1199, 263, 1356, 2112]
classified-ad: તમારે જૂનું વાહન વેચવાનું છે? ખરીદવાનું છે? bbox=[1370, 1438, 1519, 1479]
classified-column bbox=[209, 263, 366, 2264]
classified-ad: આલ્ફા ગ્રીનસીટી 78 વાર 3 BHK 15 ફૂટ ફ્રન્ટ કલ્પવન સામે ગોંડલ રોડ બ્રોકર 94277 32772 /93762 19223 bbox=[710, 463, 857, 537]
classified-ad: જુનાગઢ/ જેતપુર રોડ ટચ, પ્લોટ, હોટલ ફાઈનની સામે. 90339 10872 bbox=[1370, 534, 1519, 592]
classified-ad: 2 BHK ફ્લેટ, હવાઉજાસ, રંગોલીપાર્ક, GHB, કાલાવડ રોડ. 99242 34886 bbox=[49, 1968, 197, 2026]
classified-ad: છોટુનગર- 150 વાર, ગુલાબનગર- 275 વાર. (બ્રોકર) 98255 38713 bbox=[544, 1061, 692, 1119]
classified-ad: 4 બેડ, 3 બેડ બંગલો ફુલ ફર્નિચર 117 વાર, 155 વાર SNK સ્કૂલ પાસે, સાધુવાસવાણી મેઈન રોડ પટેલ એસ્ટેટ 94286 69256 bbox=[710, 1705, 857, 1796]
classified-ad: Required On Rent (Flat) (Bunglow) (Room) For (Banker, Service Class Officer) Kiran Estate 92282 05505 bbox=[875, 350, 1022, 441]
classified-column bbox=[1364, 263, 1523, 2112]
classified-ad: NRI PARK પ્લોટ- 400 વાર. બંગલો- 525 વાર. વેચવાના છે. 70161 39219 bbox=[544, 1359, 692, 1417]
classified-ad: દિવાળી વેકેશન ટુર રેલ્વે + બસ ગુજરાતી ભોજન સાથે. 99984 56255 bbox=[1205, 1003, 1352, 1061]
classified-ad: ટેનામેન્ટ વેચવાના- 55 લાખથી કરોડ- યુનિવર્સિટી રોડ, કાલાવડ રોડ, રૈયા રોડ (બ્રોકર) 98793 34769 bbox=[214, 263, 362, 338]
classified-ad: અટિકા નહેરૂનગર પર રોડ વેચવાનો છે (આબિદ ચોક પાસે) 500 વાર કાચા બાંધકામ 98252 75755 bbox=[710, 2245, 857, 2319]
classified-column bbox=[539, 263, 696, 2112]
cyan-dot bbox=[45, 2141, 67, 2163]
footer-code: ભાવનગર bbox=[757, 2143, 811, 2161]
subsection-heading: જુનાગઢ બોક્સ bbox=[1370, 509, 1519, 530]
classified-ad: ફ્લેટ, બંગલા, ફ્લેટ, ઓફિસ, દુકાન, ગોડાઉન, ભાડે જોઈએ (બ્રોકર) 98793 34769 bbox=[875, 831, 1022, 888]
classified-ad: જૂનાગઢમાં પ્રોપર્ટી લેવા વેચવા માટે સંપર્ક કરો. 74051 51451 bbox=[1370, 1286, 1519, 1344]
masthead-title-block bbox=[538, 95, 1075, 246]
classified-ad: દિલ્હીભારત- રામેશ્વરમ, તિરૂપતિ બાલાજી, કન્યાકુમારી, પદ્મનાભ, મૈસુર, બેંગ્લોર 90546 21930 bbox=[1205, 1268, 1352, 1342]
classified-ad: પ્લોટ 33X45 -260 વાર 25/30 રોડ કોર્નર રૈયા શાંતિનગર જનકલ્યાણ ચોક 90336 76476 bbox=[379, 982, 526, 1056]
subsection-heading: બ્રાહ્મણ bbox=[49, 1050, 197, 1072]
subsection-heading: ભાડે જોઈએ છે bbox=[875, 325, 1022, 347]
classified-ad: એક્ટિવા વેચવાનું છે 2010, બ્લેક, કિંમત 25,200/- ટોપ્ટોપ. 98252 66690 bbox=[875, 1587, 1022, 1645]
schedule-note: ટચુકડી જાહેરખબર આપો હવે સપ્તાહમાં છ દિવસ (મંગળવારથી રવિવાર સુધી) bbox=[1176, 208, 1523, 222]
classified-ad: પ્લોટ જોઈએ- વાગુડડ, છાપરા, અવધ રોડ (બ્રોકર) ગોંગ્રેજ કારીયા- 98242 94948 bbox=[875, 263, 1022, 321]
display-ad-subtitle: ટચુકડી જાહેરખબર bbox=[1375, 302, 1514, 323]
footer bbox=[45, 2129, 1523, 2173]
magenta-dot bbox=[74, 2141, 96, 2163]
classified-ad: પ્લોટ જામનગર રોડ ઍરપોર્ટ પાસે પાછળ આસાવાડી 97121 58748 bbox=[379, 1826, 526, 1883]
classifieds-gu: ટચુકડી જાહેરખબર bbox=[261, 163, 486, 194]
section-heading: રૈયા રોડ bbox=[214, 522, 362, 545]
section-heading: ટચુકડી જાહેર ખબર bbox=[1370, 481, 1519, 505]
classified-ad: જમીન જોઈએ છે. ખેતીની 2 થી 3 એકર, 91067 87811 bbox=[710, 2319, 857, 2360]
display-ad-subtitle: ટચુકડી જાહેરખબર bbox=[1375, 1399, 1514, 1421]
classified-ad: મકાન વેચવાનું- 60 વાર- પંચાયતનગર ચોક (60 લાખ) 98243 15315 bbox=[214, 1474, 362, 1532]
section-heading: જોઈએ છે bbox=[710, 1893, 857, 1917]
classified-ad: મકાન વેચવાનું છે 1 BHK ફુલ ફર્નિચર સાથે ઇન્દિરા સર્કલ શુભ પ્રોપર્ટીઝ 99799 31720 bbox=[710, 811, 857, 886]
classified-ad: જન્માષ્ટમી પ્લસ દ્વારકા, ફોરેનિયમ, ઉજ્જૈન, ઈન્દોર, પંચમઢી, ભીમબેટકા, ઓમકારેશ્વર, મહેશ્વર (હોટલ) ગુજરાતી ભોજન સાથે. 98736, 94262 69928 bbox=[1205, 621, 1352, 729]
display-ad-box bbox=[1039, 561, 1187, 625]
subsection-heading: વેચવાનું છે bbox=[214, 550, 362, 571]
classified-ad: મકાન જોઈએ છે. કાલાવડ રોડ, મુંજકા, હરીપર, વીજળા-નાગરો, કણકોટ, ઇશ્વરીયા, મોટા વાવડી, અમરેલી, મોરબી રોડ, ગૌરવરીત-જૂનું ઉપયોગી. 97273 06200 (સીધાગમ દ્વારા) bbox=[710, 1920, 857, 2045]
classified-ad: ટેનામેન્ટ વેચવાનું છે. પુરુસ્કાભિ સોસાયટી બ્લોક નં.9 જે.કે.ચોક પાસે, પુરુસ્કાભિ મેઈનરોડ આલાપની બાજુમાં, યુનિવર્સિટી રોડ. 70164 49005 bbox=[214, 1308, 362, 1416]
classified-ad: જોઈએ છે ફોટોગ્રાફર પૂર્ણ સમય માટે. 94276 66994 bbox=[1370, 1113, 1519, 1154]
classified-ad: ખાસ્ટ્રિયા ચાર્ધામ દિવસ 10, નેપાળ, કૈલાશ માનસરોવર. રૂ. 19,999/- 94282 67149 bbox=[1039, 1696, 1187, 1753]
classified-ad: 1 BHK ફ્લેટ વેચવાનો છે. ચાંણકિ રોડ નાકડ, ફુલ હવાઉજાસ, લીફ્ટ, વિકાસ ફર્નિચર. Mo: 91577 06660 bbox=[214, 2104, 362, 2195]
classified-ad: ફ્લેટ વેચવાનો છે 3 BHK ફર્નિચર સાથે નાનામોવા રોડ શુભ પ્રોપર્ટીઝ 99799 31720 bbox=[710, 737, 857, 811]
classified-ad: ફ્લેટ 3 BHK, 150 ફૂટ રીંગ રોડ, ગોકુળમથુરા એપાર્ટમેન્ટની પાછળ. "જમનાય પ્લસ" A- 102, 94264 81485 bbox=[379, 1287, 526, 1379]
classified-ad: 3 BHK ફ્લેટ વેચવાનો પ્રધ્યુમન ગ્રીનસીટીમાં, 1060 કાર્પેટ, વેસ્ટ ફેસિંગ, સચાજી હોસ્પિટલની પાછળ, કાલાવડ રોડ. મોબાઈલ- 78020 60277 bbox=[544, 1417, 692, 1525]
classified-ad: લગ્ની પ્લોટ વેચવાનો છે. પવિત્રધામ સોસાયટી, વંથલી રોડ, ભરાડ સ્કૂલ પાસે, જોશીપરા. 98242 01503/ 94284 39292 bbox=[1370, 873, 1519, 964]
display-ad-title: વ્યવસાયલક્ષી bbox=[1052, 1323, 1174, 1349]
subsection-heading: લગ્ન વિષયક જનરલ bbox=[49, 1496, 197, 1517]
classified-ad: યુવક 1998, આયુર્વેદિક ડોક્ટર, પોતાની હોસ્પિટલ, માતા-પિતા સાથે રહેતા. સારા કુટુંબની દીકરી માટે. 9892462402 bbox=[49, 1520, 197, 1612]
classified-ad: સુપર લક્ઝરિયસ બંગલો 145 વાર 4 BHK પાર્કિંગવાળો ફર્નિચર સાથે બિગબજાર પાછળ નાનામવા 99248 44548 bbox=[379, 1379, 526, 1470]
subsection-heading: ભાડે આપવાનું છે bbox=[214, 985, 362, 1006]
classified-ad: Kalavad Road Near Giriraj Hospital Old House For Sale Suitable For Medical And Allied Business North East Corner On 40ft Road 162 Yard Near: 93270 31538 bbox=[544, 263, 692, 405]
newspaper-name: ગુજરાત સમાચાર bbox=[80, 48, 248, 76]
classified-ad: જગન્નાથ ટ્રાવેલ્સ જન્માષ્ટમી સ્પેશ્યલ 22 ઓગસ્ટ. 97990 02445 bbox=[1039, 1638, 1187, 1696]
classified-ad: જોઈએ છે. રસોઈ માટે બહેનો. 92430 13264. ફોન કરવાનો સમય સાંજે 4:00 થી 6:00 bbox=[1370, 964, 1519, 1039]
classified-ad: મકાન કસ્ટમ 3 BHK ફર્નિચર 24X40 -110 આત્મીય કોલેજ પાસે 90336 76476 bbox=[49, 1819, 197, 1877]
classified-ad: મકાન 80 વાર, 3 BHK, કિશાનપરા- 75/- મકાન 72 વાર, 3 BHK, શિતલપાર્ક- 45/- ફ્લેટ 3 BHK, 820, અમીધરા ચોક- 43/- ફ્લેટ 2 BHK, 750, માધાપર બસ સ્ટેન્ડ- 38/- ફ્લેટ 1 BHK, કિશાનપરા- 18/- (બાલાજી) 94282 56713 bbox=[544, 696, 692, 854]
section-heading: ઔષધ ઉપચાર bbox=[1039, 631, 1187, 655]
masthead bbox=[45, 95, 1523, 252]
page-number: ૮ bbox=[45, 48, 59, 76]
display-ad-title: કપીલ પબ્લીસીટી bbox=[1397, 1562, 1491, 1605]
classified-ad: મકાન 4 BHK, (નાકોડીયાર) ડિસાનપરા/ ફ્લેટ 2 BHK, અમીધરા ચોક (બાલાજી) 94282 56713 bbox=[875, 1182, 1022, 1256]
classified-ad: પ્રોપર્ટી વેચવાના લક્ષ્મીનગર મેઈન રોડ ટચ કોમર્શિયલ તથા રેસીડેન્સીયલ ઉપયોગ. 98791 16005 bbox=[544, 1633, 692, 1707]
classified-ad: બંગલા વેચવાના નાનામવા રોડ ગોવિંદપાર્ક 5 BHK 121 વાર લિફ્ટ સાથે સિલ્વર ઓક 156 વાર 4 BHK ફર્નિચર સાથે 98240 29046 bbox=[379, 746, 526, 837]
classified-ad: દેવ યાત્રા- જુનાગઢ (1) ઉજ્જૈન, ઓમકારેશ્વર, પ્રો. (2) માઉન્ટ આબુ, નાથદ્વારા, હલ્દીઘાટી. તારીખ 14/08. 87358 61001 bbox=[1205, 530, 1352, 621]
classified-ad: વેચવાનું છે, ઉમાકાનતાનો આવક છે (બાલકોની) ઍસ્ટેટ ટ્યુઅલ. 96385 86372 bbox=[544, 1998, 692, 2056]
classified-ad: રૈયા રોડ, હનુમાનમઢી પાસે રેન્ડોવ્યન પ્લોટ, 150 વાર, ગુલાબનગર 100 વાર જુનું મકાન. (બ્રોકર) 98255 38713 bbox=[214, 723, 362, 814]
classified-ad: વ્યાજબી કિંમતમાં 93 ચાર પ્લોટ, ટીંબાવાડી, બાયપાસથી તદ્દન નજીક. 81609 20857 bbox=[1370, 1039, 1519, 1113]
display-ad-title: ગુજરાત સમાચાર bbox=[1407, 1357, 1482, 1399]
classified-ad: બંગલો 4 BHK શીમકોઈમ પાર્કિંગ મોટો ફ્રન્ટ ફર્નિચર યુનિવર્સિટી શક્તિનગર 90336 76476 bbox=[214, 1233, 362, 1308]
yellow-dot bbox=[103, 2141, 125, 2163]
classified-ad: રિપેરીંગ, સર્વિસ, વોશીંગમશીન, ફ્રીજ, એરકંડીશનર, ઓવન, ચીમની, પ્યોરીફાયર, ઘર પણ ફ્રીઝ, કુલર 98798 78865 bbox=[1039, 405, 1187, 480]
classified-ad: 150 વારનો બંગલો, 3 BHK, ન્યુ એરા સ્કૂલ પાસે, રૈયા રોડ. 94295 75968 bbox=[214, 665, 362, 723]
classified-ad: ઓટોપાર્ટની દુકાન માટે માણસ જોઈએ છે ઉંમર વર્ષ 18 થી 30. 81401 36188 bbox=[49, 635, 197, 692]
display-ad-box bbox=[1205, 1575, 1352, 1639]
classified-column bbox=[374, 263, 531, 2332]
classified-ad: પ્લોટ વેચવાના જામનગર મેઈન રોડ ટચ 597 વાર 65X92, ગાંધીગ્રામ 678 વાર, મોટામવા સર્વે 87 વાર 490, 56/1/8 વાર 440, રાણી ટાવર પાસે 105 વાર, હારકેશપાર્ક 84 વાર, સોનલપાર્ક 96 વાર 100 + 100, રામધામ કાલાવડ રોડ 150 વાર, હરીપાર્ક 56/17 વાર 930. વિરવા એસ્ટેટ 98791 84145 bbox=[379, 537, 526, 746]
classified-ad: દુકાન વેચવાની છે, આઉન્ડફ્લોર, નવરંગ- 7, રૈયા રોડ, 94276 67750 bbox=[379, 1883, 526, 1941]
color-registration-marks bbox=[45, 2141, 155, 2163]
masthead-title: ક્લાસિફાઈડ bbox=[563, 124, 1049, 245]
display-ad-title: વ્યવસાયલક્ષી bbox=[1383, 276, 1506, 302]
classified-ad: 2 BHK/ 3 BHK/ Furnished, Semi Furnished Flat/ Bangalow (Broker) 93271 61693 bbox=[875, 1016, 1022, 1107]
classified-ad: પ્લોટ વેચવા રાજકોટથી બનેલા નાકાબંધ 5.5 એકર- 7 ઇંચ. સંદરભર્ગ રોડ 126 વાર (15X 51) પ્લોટ સરનાંક 99250 62601 bbox=[379, 2015, 526, 2107]
classified-ad: ફિએસ્ટા વેચવાની છે 2012, ડીઝલ, વ્હાઈટ, કિંમત 1,53,000/- ટોપ્ટોપ. 98252 66690 bbox=[875, 1512, 1022, 1587]
subsection-heading: ભાડે આપવાનું છે bbox=[875, 934, 1022, 955]
classified-ad: જમીન વેચવાની- 2 એકર, મોટામવા, પરજરી ચોકડી રોડ, ગામના નામાચ લાખ. 63541 85454 bbox=[710, 1275, 857, 1349]
classified-ad: ફ્લેટ- મકાન- દુકાન ભાડે આપવાના: યુનિવર્સિટી રોડ, કાલાવડ રોડ, રૈયા રોડ, સાધુવાસવાણી રોડ (બ્રોકર) 98793 34769 bbox=[214, 425, 362, 516]
brand-logo: ગુજરાત સમાચાર bbox=[721, 95, 892, 125]
classified-ad: 4 બેડ, 3 બેડ ફ્લેટ, ફુલ ફર્નિચર પાટીદાર ચોક, સાધુવાસવાણી મેઈન રોડ પટેલ એસ્ટેટ 98286 69256 bbox=[710, 1631, 857, 1705]
classified-ad: પ્લોટ SNK School JK ચોક પાસે 33X60 -220, 90336 76476 bbox=[379, 1056, 526, 1114]
category-list: PROPERTY | MATRIMONIAL | BUSINESS | AUTOMOBILES | JOB | SERVICES bbox=[45, 201, 487, 213]
